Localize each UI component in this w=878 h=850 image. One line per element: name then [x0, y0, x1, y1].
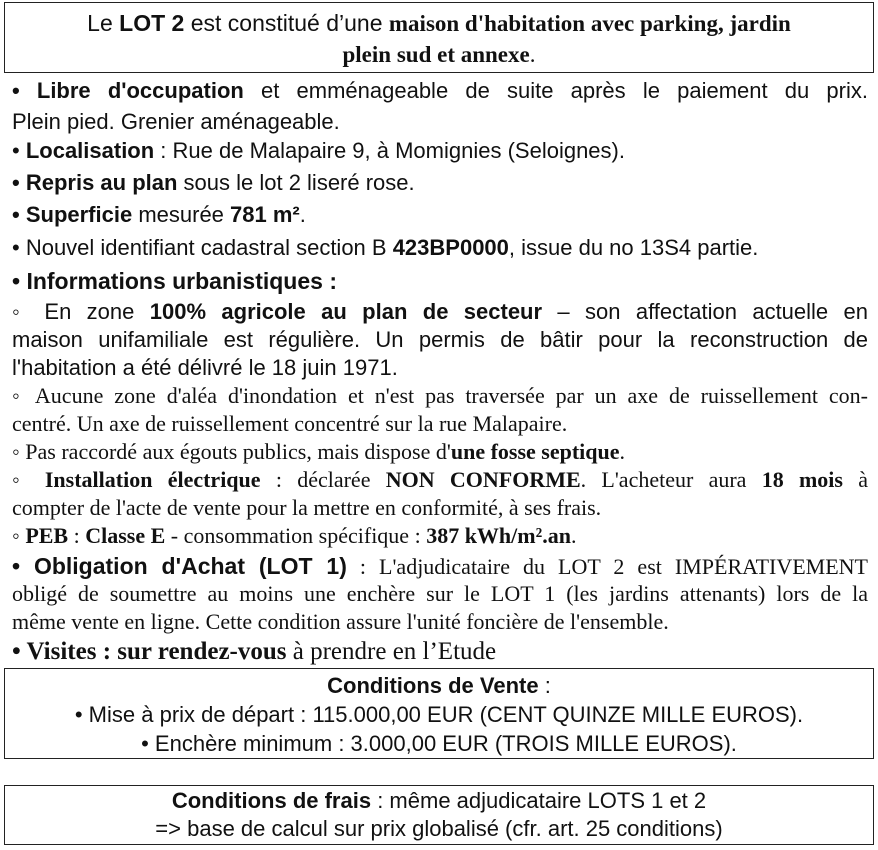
egouts-text-b: une fosse septique	[450, 439, 620, 464]
elec-c: : déclarée	[260, 467, 386, 492]
enchere-minimum: • Enchère minimum : 3.000,00 EUR (TROIS MILLE EUROS).	[141, 731, 737, 756]
urbanisme-label: Informations urbanistiques :	[26, 268, 337, 294]
zone-text-c: – son affectation actuelle en	[542, 299, 868, 324]
item-cadastre	[12, 235, 868, 261]
egouts-text-a: ◦ Pas raccordé aux égouts publics, mais dispose d'	[12, 439, 451, 464]
elec-b: Installation électrique	[44, 467, 261, 492]
zone-text-b: 100% agricole au plan de secteur	[149, 299, 543, 324]
title-bold-line1: maison d'habitation avec parking, jardin	[388, 11, 791, 36]
localisation-label: Localisation	[25, 138, 155, 163]
bullet: •	[12, 170, 26, 195]
peb-c: :	[68, 523, 86, 548]
superficie-value: 781 m²	[230, 202, 300, 227]
elec-d: NON CONFORME	[385, 467, 581, 492]
mise-a-prix: • Mise à prix de départ : 115.000,00 EUR (CENT QUINZE MILLE EUROS).	[74, 702, 804, 727]
title-line-2	[5, 39, 873, 70]
superficie-end: .	[299, 202, 306, 227]
item-urbanisme-heading	[12, 268, 868, 294]
occupation-text: et emménageable de suite après le paiement du prix.	[243, 78, 868, 103]
peb-b: PEB	[25, 523, 69, 548]
urbanisme-alea-line2: centré. Un axe de ruissellement concentré sur la rue Malapaire.	[12, 411, 568, 436]
cadastre-id: 423BP0000	[392, 235, 509, 260]
elec-f: 18 mois	[761, 467, 843, 492]
urbanisme-egouts	[12, 438, 868, 466]
peb-d: Classe E	[85, 523, 166, 548]
item-localisation	[12, 138, 868, 164]
bullet: •	[12, 268, 27, 294]
title-part2: est constitué d’une	[184, 10, 389, 36]
conditions-vente-title: Conditions de Vente	[327, 673, 539, 698]
bullet: •	[12, 78, 37, 103]
urbanisme-zone-line3: l'habitation a été délivré le 18 juin 1971.	[12, 355, 398, 380]
item-occupation-line1	[12, 78, 868, 104]
title-part1: Le	[87, 10, 120, 36]
conditions-vente-box	[4, 668, 874, 759]
elec-g: à	[842, 467, 868, 492]
obligation-label: Obligation d'Achat (LOT 1)	[33, 553, 347, 579]
peb-e: - consommation spécifique :	[165, 523, 427, 548]
superficie-label: Superficie	[25, 202, 133, 227]
obligation-text1: : L'adjudicataire du LOT 2 est IMPÉRATIVEMENT	[346, 554, 868, 579]
peb-f: 387 kWh/m².an	[426, 523, 571, 548]
peb-a: ◦	[12, 523, 26, 548]
bullet: •	[12, 553, 34, 579]
conditions-frais-line1	[5, 787, 873, 815]
conditions-frais-title: Conditions de frais	[171, 788, 372, 813]
peb-g: .	[570, 523, 577, 548]
item-obligation-line2: obligé de soumettre au moins une enchère sur le LOT 1 (les jardins attenants) lors de la	[12, 581, 868, 606]
visites-label: • Visites : sur rendez-vous	[12, 638, 287, 665]
urbanisme-elec-line2: compter de l'acte de vente pour la mettre en conformité, à ses frais.	[12, 495, 602, 520]
title-box	[4, 2, 874, 73]
urbanisme-peb	[12, 522, 868, 550]
title-bold-line2: plein sud et annexe	[342, 42, 530, 67]
cadastre-text1: • Nouvel identifiant cadastral section B	[12, 235, 393, 260]
superficie-text: mesurée	[132, 202, 231, 227]
urbanisme-zone-line2: maison unifamiliale est régulière. Un permis de bâtir pour la reconstruction de	[12, 327, 868, 352]
zone-text-a: ◦ En zone	[12, 299, 150, 324]
plan-text: sous le lot 2 liseré rose.	[177, 170, 415, 195]
elec-e: . L'acheteur aura	[580, 467, 762, 492]
conditions-vente-title-end: :	[538, 673, 551, 698]
item-occupation-line2: Plein pied. Grenier aménageable.	[12, 109, 340, 134]
item-visites	[12, 636, 868, 668]
title-lot: LOT 2	[119, 10, 185, 36]
plan-label: Repris au plan	[25, 170, 178, 195]
conditions-frais-line2: => base de calcul sur prix globalisé (cfr. art. 25 conditions)	[155, 816, 723, 841]
item-obligation-line3: même vente en ligne. Cette condition assure l'unité foncière de l'ensemble.	[12, 609, 669, 634]
conditions-frais-box	[4, 785, 874, 845]
localisation-text: : Rue de Malapaire 9, à Momignies (Seloignes).	[154, 138, 625, 163]
urbanisme-zone-line1	[12, 298, 868, 326]
occupation-label: Libre d'occupation	[36, 78, 244, 103]
urbanisme-alea-line1: ◦ Aucune zone d'aléa d'inondation et n'est pas traversée par un axe de ruissellement con-	[12, 383, 868, 408]
title-line-1	[5, 8, 873, 39]
bullet: •	[12, 202, 26, 227]
cadastre-text2: , issue du no 13S4 partie.	[508, 235, 759, 260]
visites-text: à prendre en l’Etude	[286, 638, 497, 665]
title-end: .	[529, 42, 536, 67]
item-plan	[12, 170, 868, 196]
conditions-vente-title-line	[5, 671, 873, 700]
urbanisme-elec-line1	[12, 466, 868, 494]
elec-a: ◦	[12, 467, 45, 492]
item-superficie	[12, 202, 868, 228]
egouts-text-c: .	[619, 439, 626, 464]
bullet: •	[12, 138, 26, 163]
conditions-frais-text1: : même adjudicataire LOTS 1 et 2	[371, 788, 707, 813]
